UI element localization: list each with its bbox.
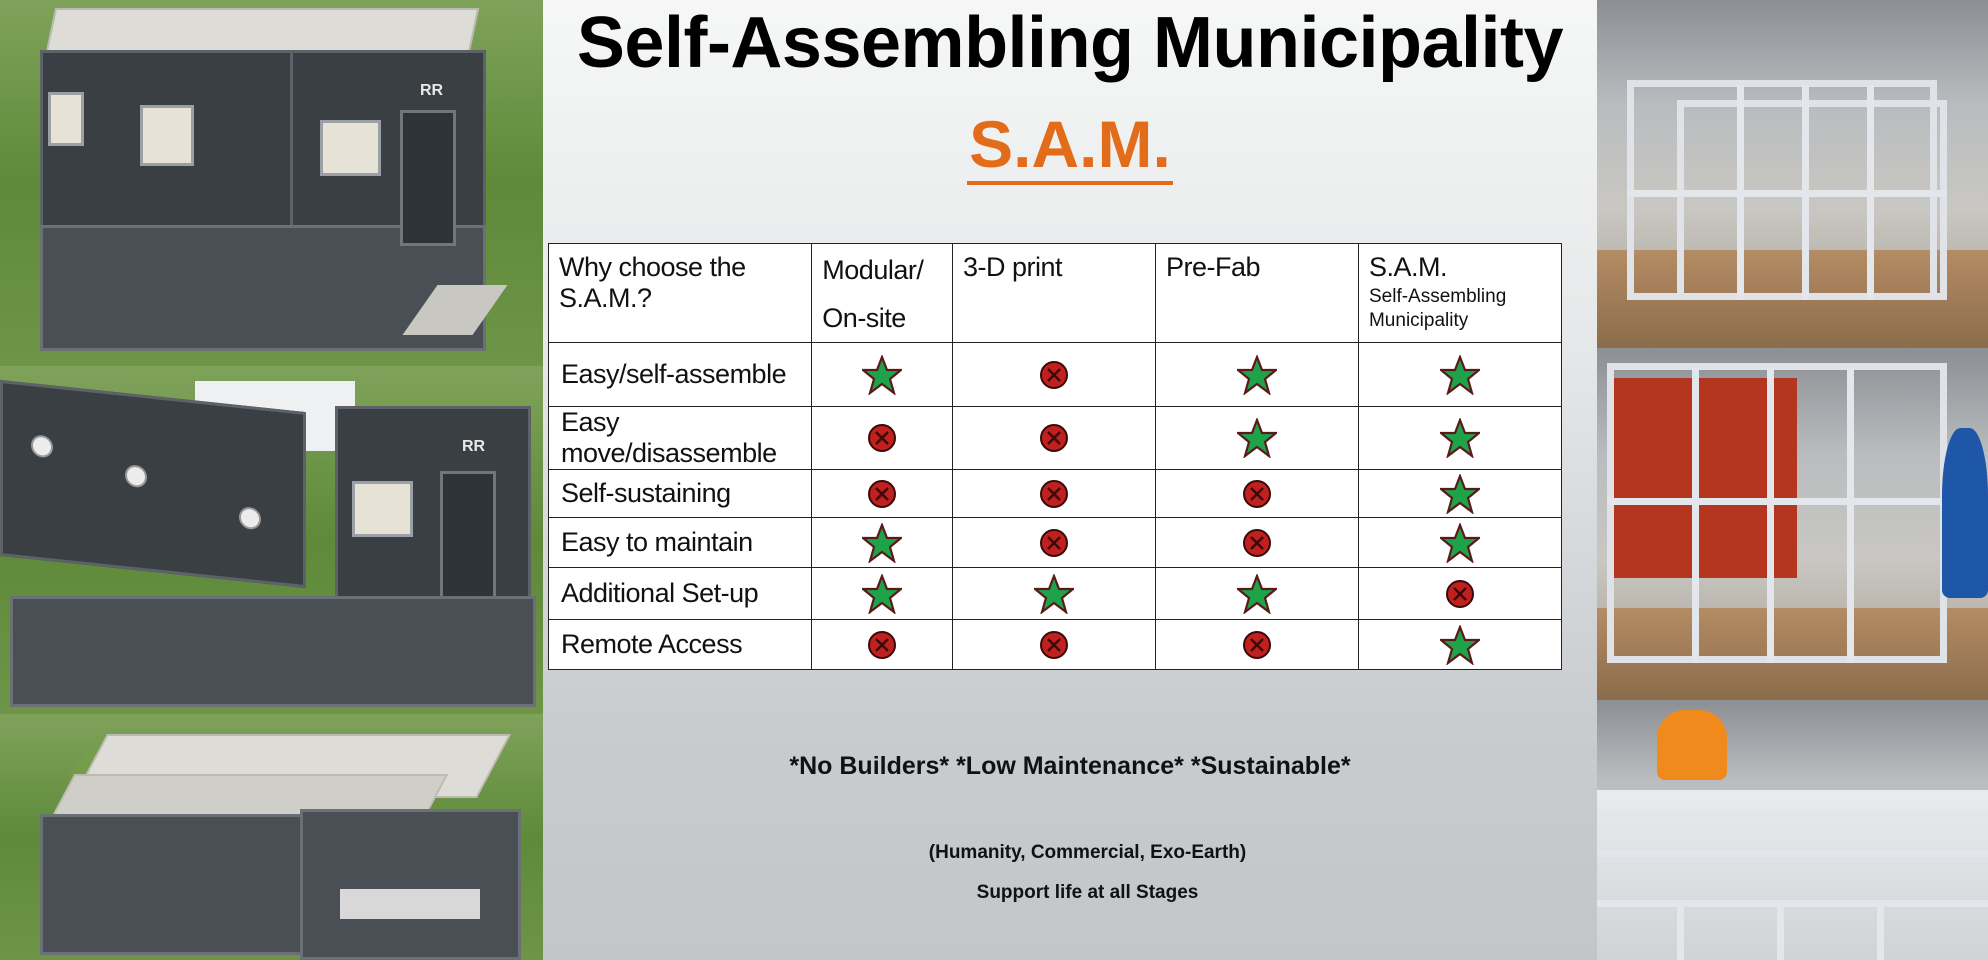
rating-cell <box>1358 518 1561 568</box>
rating-cell <box>952 470 1155 518</box>
x-circle-icon <box>867 429 897 446</box>
worker <box>1657 710 1727 780</box>
rating-cell <box>812 518 953 568</box>
header-cell <box>1155 244 1358 343</box>
frame-bar <box>1597 900 1988 907</box>
star-icon <box>862 366 902 383</box>
unit-door <box>440 471 496 607</box>
frame-bar <box>1627 190 1947 197</box>
header-sublabel: Self-Assembling Municipality <box>1368 286 1507 331</box>
header-cell <box>1358 244 1561 343</box>
unit-door <box>400 110 456 246</box>
feature-label: Easy to maintain <box>549 518 812 568</box>
table-row <box>549 620 1562 670</box>
header-label: Pre-Fab <box>1165 252 1261 282</box>
feature-label: Self-sustaining <box>549 470 812 518</box>
rating-cell <box>1155 568 1358 620</box>
rating-cell <box>1155 343 1358 407</box>
header-label: 3-D print <box>962 252 1063 282</box>
x-circle-icon <box>1445 585 1475 602</box>
rating-cell <box>812 343 953 407</box>
slide-title: Self-Assembling Municipality <box>576 3 1564 83</box>
aluminum-frame <box>1677 100 1947 300</box>
rating-cell <box>812 470 953 518</box>
table-header-row <box>549 244 1562 343</box>
x-circle-icon <box>1242 636 1272 653</box>
rating-cell <box>812 620 953 670</box>
audience-line: (Humanity, Commercial, Exo-Earth) <box>928 842 1247 863</box>
star-icon <box>1440 429 1480 446</box>
table-row <box>549 407 1562 470</box>
frame-bar <box>1607 498 1947 505</box>
star-icon <box>1237 429 1277 446</box>
rating-cell <box>812 407 953 470</box>
left-image-column <box>0 0 543 960</box>
frame-bar <box>1877 900 1884 960</box>
table-row <box>549 343 1562 407</box>
unit-base-front <box>300 809 521 960</box>
header-cell <box>549 244 812 343</box>
header-label: Modular/ On-site <box>822 255 924 333</box>
x-circle-icon <box>1039 485 1069 502</box>
star-icon <box>1034 585 1074 602</box>
x-circle-icon <box>867 485 897 502</box>
feature-label: Additional Set-up <box>549 568 812 620</box>
star-icon <box>862 534 902 551</box>
photo-sam-unit-folded <box>0 714 543 960</box>
logo-mark: RR <box>420 82 444 99</box>
porthole <box>239 506 261 530</box>
table-row <box>549 518 1562 568</box>
slide-subtitle <box>543 106 1597 182</box>
rating-cell <box>1155 407 1358 470</box>
frame-bar <box>1597 810 1988 817</box>
rating-cell <box>1358 407 1561 470</box>
unit-base-side <box>40 814 306 955</box>
window <box>48 92 84 146</box>
table-row <box>549 470 1562 518</box>
photo-sam-unit-deployed <box>0 0 543 366</box>
rating-cell <box>952 407 1155 470</box>
table-row <box>549 568 1562 620</box>
frame-bar <box>1677 900 1684 960</box>
porthole <box>125 464 147 488</box>
right-image-column <box>1597 0 1988 960</box>
worker <box>1942 428 1988 598</box>
star-icon <box>1440 485 1480 502</box>
rating-cell <box>1358 343 1561 407</box>
rating-cell <box>952 568 1155 620</box>
rating-cell <box>1155 620 1358 670</box>
feature-label: Remote Access <box>549 620 812 670</box>
rating-cell <box>1358 620 1561 670</box>
star-icon <box>1440 636 1480 653</box>
frame-bar <box>1767 368 1774 663</box>
expanding-wall-panel <box>0 380 306 588</box>
star-icon <box>862 585 902 602</box>
window <box>320 120 381 176</box>
porthole <box>31 434 53 458</box>
rating-cell <box>952 343 1155 407</box>
header-label: S.A.M. <box>1368 252 1447 282</box>
x-circle-icon <box>867 636 897 653</box>
window <box>352 481 413 537</box>
unit-base <box>10 596 536 707</box>
x-circle-icon <box>1039 429 1069 446</box>
logo-mark: RR <box>462 438 486 455</box>
slogan: *No Builders* *Low Maintenance* *Sustainable* <box>789 752 1351 780</box>
header-label: Why choose the S.A.M.? <box>559 252 746 313</box>
subtitle-text: S.A.M. <box>967 107 1173 185</box>
window <box>140 105 194 166</box>
photo-aluminum-frame-with-worker <box>1597 348 1988 700</box>
tagline: Support life at all Stages <box>976 882 1199 903</box>
star-icon <box>1440 366 1480 383</box>
photo-sam-unit-expanding <box>0 366 543 714</box>
star-icon <box>1237 366 1277 383</box>
photo-aluminum-frame-assembled <box>1597 0 1988 348</box>
x-circle-icon <box>1242 534 1272 551</box>
rating-cell <box>1155 470 1358 518</box>
rating-cell <box>812 568 953 620</box>
frame-bar <box>1847 368 1854 663</box>
rating-cell <box>1358 568 1561 620</box>
x-circle-icon <box>1039 534 1069 551</box>
star-icon <box>1440 534 1480 551</box>
x-circle-icon <box>1242 485 1272 502</box>
drawer-slot <box>340 889 480 919</box>
star-icon <box>1237 585 1277 602</box>
rating-cell <box>1358 470 1561 518</box>
frame-bar <box>1692 368 1699 663</box>
feature-label: Easy move/disassemble <box>549 407 812 470</box>
x-circle-icon <box>1039 636 1069 653</box>
slide <box>543 0 1597 960</box>
feature-label: Easy/self-assemble <box>549 343 812 407</box>
rating-cell <box>952 620 1155 670</box>
x-circle-icon <box>1039 366 1069 383</box>
header-cell <box>812 244 953 343</box>
aluminum-frame <box>1607 363 1947 663</box>
table-body <box>549 343 1562 670</box>
frame-bar <box>1597 850 1988 857</box>
rating-cell <box>1155 518 1358 568</box>
comparison-table <box>548 243 1562 670</box>
photo-frame-panels-stacked <box>1597 700 1988 960</box>
header-cell <box>952 244 1155 343</box>
rating-cell <box>952 518 1155 568</box>
frame-bar <box>1777 900 1784 960</box>
